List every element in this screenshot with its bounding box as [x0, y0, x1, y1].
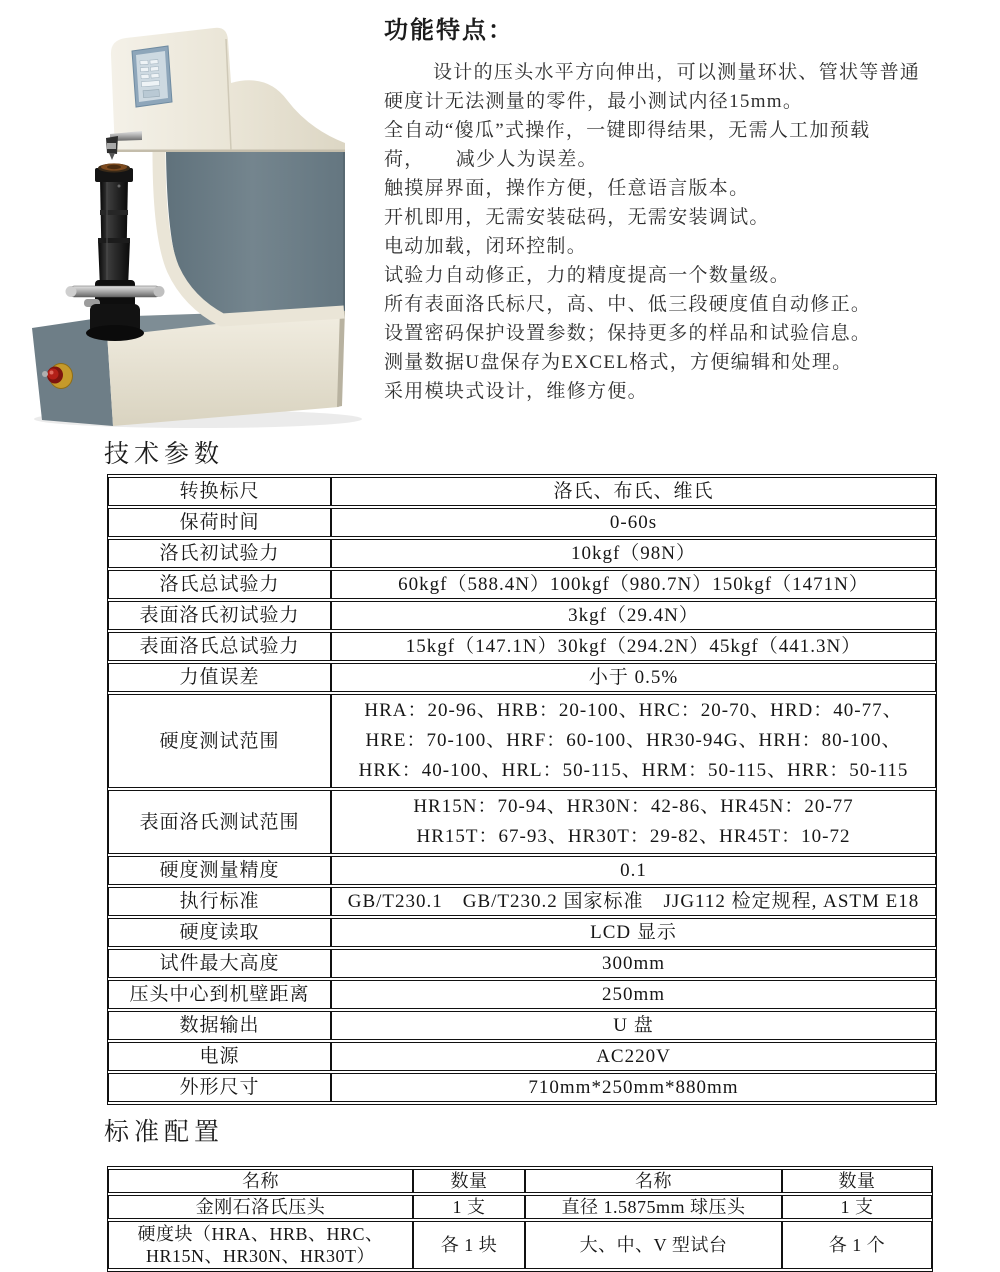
row-label: 外形尺寸	[108, 1073, 331, 1102]
row-label: 力值误差	[108, 663, 331, 692]
column-foot	[86, 325, 144, 341]
table-row	[108, 887, 936, 916]
row-value: LCD 显示	[331, 918, 936, 947]
elevating-column	[66, 163, 165, 341]
row-label: 执行标准	[108, 887, 331, 916]
table-row	[108, 539, 936, 568]
feature-line: 测量数据U盘保存为EXCEL格式，方便编辑和处理。	[384, 352, 853, 373]
value-line: HR15N：70-94、HR30N：42-86、HR45N：20-77	[413, 796, 854, 817]
row-label: 硬度读取	[108, 918, 331, 947]
feature-line: 电动加载，闭环控制。	[384, 236, 588, 257]
row-value: U 盘	[331, 1011, 936, 1040]
value-line: HRA：20-96、HRB：20-100、HRC：20-70、HRD：40-77、	[364, 700, 903, 721]
row-value	[331, 694, 936, 788]
control-panel	[132, 46, 172, 107]
feature-line: 开机即用，无需安装砝码，无需安装调试。	[384, 207, 770, 228]
row-value: 300mm	[331, 949, 936, 978]
table-row	[108, 508, 936, 537]
row-value: 洛氏、布氏、维氏	[331, 477, 936, 506]
config-cell: 各 1 块	[413, 1221, 525, 1269]
config-cell: 各 1 个	[782, 1221, 932, 1269]
feature-line: 试验力自动修正，力的精度提高一个数量级。	[384, 265, 791, 286]
table-header-row	[108, 1169, 932, 1193]
feature-line: 设计的压头水平方向伸出，可以测量环状、管状等普通	[433, 62, 921, 83]
tech-params-heading: 技术参数	[104, 441, 225, 468]
table-row	[108, 1042, 936, 1071]
table-row	[108, 1011, 936, 1040]
features-section	[384, 10, 1000, 406]
row-value: 10kgf（98N）	[331, 539, 936, 568]
row-value: 15kgf（147.1N）30kgf（294.2N）45kgf（441.3N）	[331, 632, 936, 661]
row-label: 转换标尺	[108, 477, 331, 506]
hardness-tester-illustration	[20, 10, 380, 430]
feature-line: 荷， 减少人为误差。	[384, 149, 598, 170]
feature-line: 所有表面洛氏标尺，高、中、低三段硬度值自动修正。	[384, 294, 872, 315]
row-value: 0-60s	[331, 508, 936, 537]
config-cell: 直径 1.5875mm 球压头	[525, 1195, 782, 1219]
value-line: HRK：40-100、HRL：50-115、HRM：50-115、HRR：50-115	[358, 760, 909, 781]
row-label: 压头中心到机壁距离	[108, 980, 331, 1009]
product-photo-hardness-tester	[20, 10, 380, 430]
machine-base	[32, 309, 345, 426]
row-value: GB/T230.1 GB/T230.2 国家标准 JJG112 检定规程, ASTM E18	[331, 887, 936, 916]
row-value: 小于 0.5%	[331, 663, 936, 692]
row-label: 表面洛氏测试范围	[108, 790, 331, 854]
config-header-cell: 数量	[413, 1169, 525, 1193]
row-label: 洛氏初试验力	[108, 539, 331, 568]
row-label: 试件最大高度	[108, 949, 331, 978]
table-row	[108, 1195, 932, 1219]
handwheel-bar	[69, 286, 161, 297]
row-label: 洛氏总试验力	[108, 570, 331, 599]
row-value: 60kgf（588.4N）100kgf（980.7N）150kgf（1471N）	[331, 570, 936, 599]
table-row	[108, 1073, 936, 1102]
config-cell: 硬度块（HRA、HRB、HRC、HR15N、HR30N、HR30T）	[108, 1221, 413, 1269]
config-cell: 大、中、V 型试台	[525, 1221, 782, 1269]
value-line: HRE：70-100、HRF：60-100、HR30-94G、HRH：80-100、	[365, 730, 902, 751]
feature-line: 采用模块式设计，维修方便。	[384, 381, 648, 402]
table-row	[108, 663, 936, 692]
config-header-cell: 名称	[525, 1169, 782, 1193]
row-value: 710mm*250mm*880mm	[331, 1073, 936, 1102]
config-cell: 1 支	[413, 1195, 525, 1219]
row-value: 3kgf（29.4N）	[331, 601, 936, 630]
tech-params-table	[107, 474, 937, 1105]
value-line: HR15T：67-93、HR30T：29-82、HR45T：10-72	[416, 826, 851, 847]
feature-line: 触摸屏界面，操作方便，任意语言版本。	[384, 178, 750, 199]
row-value: 0.1	[331, 856, 936, 885]
row-value: AC220V	[331, 1042, 936, 1071]
table-row	[108, 694, 936, 788]
config-header-cell: 数量	[782, 1169, 932, 1193]
table-row	[108, 980, 936, 1009]
row-label: 表面洛氏总试验力	[108, 632, 331, 661]
table-row	[108, 570, 936, 599]
table-row	[108, 856, 936, 885]
panel-display	[143, 90, 159, 98]
feature-line: 全自动“傻瓜”式操作，一键即得结果，无需人工加预载	[384, 120, 871, 141]
row-value: 250mm	[331, 980, 936, 1009]
table-row	[108, 918, 936, 947]
row-label: 数据输出	[108, 1011, 331, 1040]
config-cell: 金刚石洛氏压头	[108, 1195, 413, 1219]
feature-line: 设置密码保护设置参数；保持更多的样品和试验信息。	[384, 323, 872, 344]
feature-line: 硬度计无法测量的零件，最小测试内径15mm。	[384, 91, 804, 112]
row-label: 硬度测试范围	[108, 694, 331, 788]
row-value	[331, 790, 936, 854]
features-heading: 功能特点：	[384, 18, 514, 44]
row-label: 表面洛氏初试验力	[108, 601, 331, 630]
row-label: 硬度测量精度	[108, 856, 331, 885]
config-header-cell: 名称	[108, 1169, 413, 1193]
row-label: 电源	[108, 1042, 331, 1071]
row-label: 保荷时间	[108, 508, 331, 537]
table-row	[108, 949, 936, 978]
table-row	[108, 601, 936, 630]
config-cell: 1 支	[782, 1195, 932, 1219]
table-row	[108, 632, 936, 661]
table-row	[108, 1221, 932, 1269]
table-row	[108, 477, 936, 506]
table-row	[108, 790, 936, 854]
standard-config-heading: 标准配置	[104, 1119, 225, 1146]
standard-config-table	[107, 1166, 933, 1272]
